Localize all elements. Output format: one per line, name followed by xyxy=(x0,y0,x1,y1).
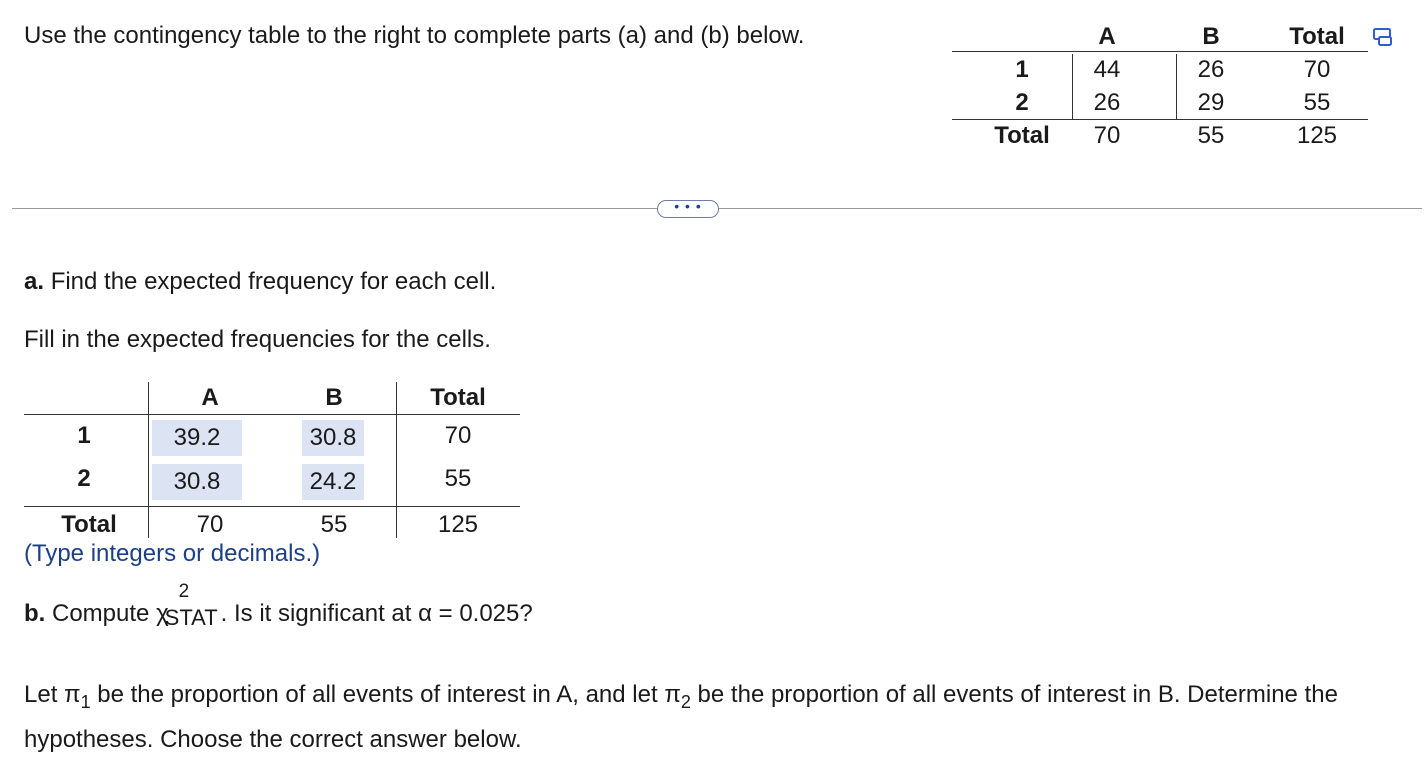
given-row-label: Total xyxy=(994,122,1050,149)
expected-header-a: A xyxy=(201,384,219,411)
hypotheses-paragraph xyxy=(24,676,1414,759)
expected-cell-2b-input[interactable]: 24.2 xyxy=(302,464,364,500)
given-cell: 26 xyxy=(1093,89,1121,116)
part-a-question-text: Find the expected frequency for each cell. xyxy=(50,268,497,295)
expected-total-label: Total xyxy=(61,511,117,538)
given-table-row xyxy=(952,119,1368,152)
column-divider xyxy=(396,382,397,538)
expected-header-total: Total xyxy=(430,384,486,411)
chi-scripts xyxy=(164,581,221,630)
expected-row-label-2: 2 xyxy=(77,465,91,492)
copy-table-icon[interactable] xyxy=(1372,26,1394,48)
chi-symbol: χ xyxy=(156,600,169,627)
table-rule xyxy=(952,51,1368,52)
column-divider xyxy=(1176,54,1177,120)
given-header-a: A xyxy=(1098,23,1116,50)
given-cell: 55 xyxy=(1197,122,1225,149)
column-divider xyxy=(148,382,149,538)
expected-total-b: 55 xyxy=(320,511,348,538)
part-a-question xyxy=(24,268,496,296)
given-cell: 70 xyxy=(1093,122,1121,149)
table-rule xyxy=(24,414,520,415)
part-b-label: b. xyxy=(24,600,46,627)
expected-total-a: 70 xyxy=(196,511,224,538)
part-b-compute-text: Compute xyxy=(52,600,150,627)
expected-cell-1b-input[interactable]: 30.8 xyxy=(302,420,364,456)
part-a-prompt: Fill in the expected frequencies for the cells. xyxy=(24,326,491,353)
expected-row-total-2: 55 xyxy=(444,465,472,492)
pi-symbol: π xyxy=(64,681,81,708)
chi-superscript: 2 xyxy=(178,581,190,602)
column-divider xyxy=(1072,54,1073,120)
given-cell: 26 xyxy=(1197,56,1225,83)
given-cell: 44 xyxy=(1093,56,1121,83)
pi-symbol: π xyxy=(664,681,681,708)
given-cell: 125 xyxy=(1296,122,1338,149)
expand-more-button[interactable]: • • • xyxy=(657,200,719,218)
part-b-question xyxy=(24,581,533,630)
part-b-rest-text: . Is it significant at α = 0.025? xyxy=(220,600,533,627)
expected-cell-1a-input[interactable]: 39.2 xyxy=(152,420,242,456)
para-text: be the proportion of all events of interest in A, and let xyxy=(90,681,665,708)
expected-cell-2a-input[interactable]: 30.8 xyxy=(152,464,242,500)
given-cell: 29 xyxy=(1197,89,1225,116)
given-table-row xyxy=(952,53,1368,86)
expected-total-total: 125 xyxy=(437,511,479,538)
pi-subscript-2: 2 xyxy=(680,691,691,712)
instructions-text: Use the contingency table to the right to complete parts (a) and (b) below. xyxy=(24,22,805,49)
expected-header-b: B xyxy=(325,384,343,411)
given-cell: 55 xyxy=(1303,89,1331,116)
part-a-label: a. xyxy=(24,268,45,295)
chi-subscript: STAT xyxy=(164,605,218,630)
given-row-label: 2 xyxy=(1015,89,1029,116)
pi-subscript-1: 1 xyxy=(80,691,91,712)
para-text: Let xyxy=(24,681,65,708)
given-header-b: B xyxy=(1202,23,1220,50)
expected-row-label-1: 1 xyxy=(77,422,91,449)
given-row-label: 1 xyxy=(1015,56,1029,83)
given-cell: 70 xyxy=(1303,56,1331,83)
expected-row-total-1: 70 xyxy=(444,422,472,449)
table-rule xyxy=(24,506,520,507)
given-table-header-row xyxy=(952,20,1368,53)
type-hint-note: (Type integers or decimals.) xyxy=(24,540,321,567)
para-text: be the proportion of all events of interest in B. Determine the hypotheses. Choose the correct answer below. xyxy=(24,681,1338,753)
given-header-total: Total xyxy=(1289,23,1345,50)
table-rule xyxy=(952,119,1368,120)
given-contingency-table xyxy=(952,20,1368,152)
given-table-row xyxy=(952,86,1368,119)
